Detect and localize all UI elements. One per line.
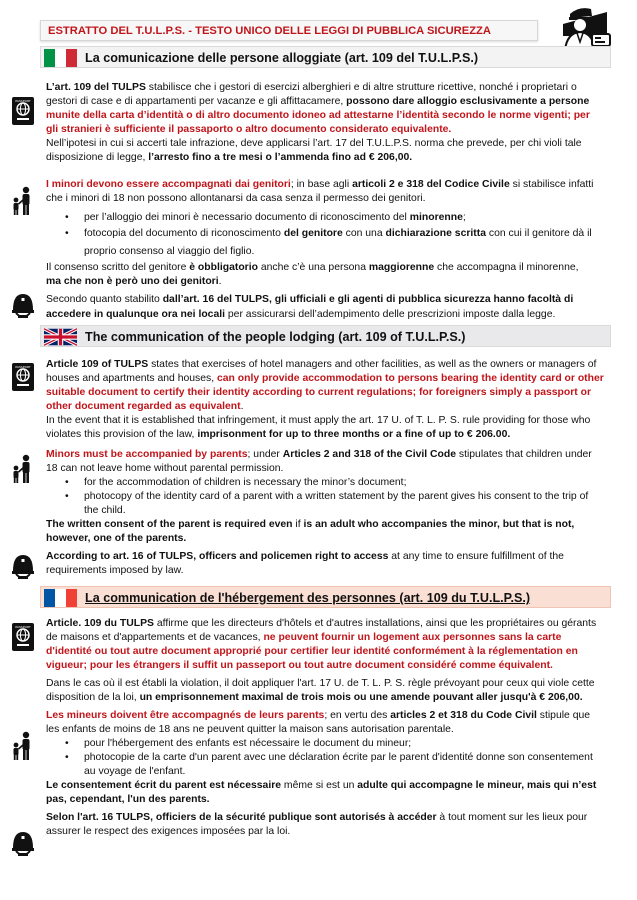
french-paragraph-1: Article. 109 du TULPS affirme que les directeurs d'hôtels et d'autres installations, ainsi que les propriétaires ou gérants de maisons et d'appartements et de vacances, ne peuvent fournir un logement aux personnes sans la carte d'identité ou tout autre document approprié pour certifier leur identité conformément à la réglementation en vigueur; pour les étrangers il suffit un passeport ou tout autre document considéré comme équivalent.	[46, 618, 597, 671]
list-item: • photocopie de la carte d'un parent avec une déclaration écrite par le parent d'identité donne son consentement au voyage de l'enfant.	[46, 751, 604, 779]
english-paragraph-1: Article 109 of TULPS states that exercises of hotel managers and other facilities, as well as the owners or managers of houses and apartments and houses, can only provide accommodation to persons bearing the identity card or other suitable document to certify their identity according to current regulations; for foreigners simply a passport or other document regarded as equivalent.	[46, 359, 604, 412]
italian-paragraph-3: I minori devono essere accompagnati dai genitori; in base agli articoli 2 e 318 del Codice Civile si stabilisce infatti che i minori di 18 non possono allontanarsi da casa senza il permesso dei genitori.	[46, 179, 594, 205]
france-flag-icon	[44, 589, 77, 607]
italian-paragraph-5: Secondo quanto stabilito dall’art. 16 del TULPS, gli ufficiali e gli agenti di pubblica sicurezza hanno facoltà di accedere in qualunque ora nei locali per assicurarsi dell’adempimento delle prescrizioni imposte dalla legge.	[46, 293, 574, 320]
section-header-english	[40, 325, 611, 347]
italian-paragraph-4: Il consenso scritto del genitore è obbligatorio anche c’è una persona maggiorenne che accompagna il minorenne, ma che non è però uno dei genitori.	[46, 262, 579, 288]
svg-text:PASSPORT: PASSPORT	[15, 625, 31, 629]
svg-text:PASSPORT: PASSPORT	[15, 365, 31, 369]
italian-bullet-list	[46, 211, 604, 261]
passport-icon	[10, 362, 36, 392]
section-header-italian	[40, 46, 611, 68]
section-header-french	[40, 586, 611, 608]
police-helmet-icon	[10, 552, 36, 582]
section-title-english: The communication of the people lodging (art. 109 of T.U.L.P.S.)	[85, 330, 466, 344]
english-paragraph-3: Minors must be accompanied by parents; under Articles 2 and 318 of the Civil Code stipulates that children under 18 can not leave home without parental permission.	[46, 449, 592, 475]
italian-paragraph-2: Nell’ipotesi in cui si accerti tale infrazione, deve applicarsi l’art. 17 del T.U.L.P.S. norma che prevede, per chi violi tale disposizione di legge, l’arresto fino a tre mesi o l’ammenda fino ad € 206,00.	[46, 137, 582, 163]
french-paragraph-5: Selon l'art. 16 TULPS, officiers de la sécurité publique sont autorisés à accéder à tout moment sur les lieux pour assurer le respect des exigences imposées par la loi.	[46, 811, 588, 837]
list-item: • pour l'hébergement des enfants est nécessaire le document du mineur;	[46, 737, 604, 751]
list-item: • per l’alloggio dei minori è necessario documento di riconoscimento del minorenne;	[46, 211, 604, 225]
parent-child-icon	[10, 186, 36, 216]
french-paragraph-4: Le consentement écrit du parent est nécessaire même si est un adulte qui accompagne le mineur, mais qui n’est pas, cependant, l'un des parents.	[46, 779, 597, 805]
italian-paragraph-1: L’art. 109 del TULPS stabilisce che i gestori di esercizi alberghieri e di altre strutture ricettive, nonché i proprietari o gestori di case e di appartamenti per vacanze e gli affittacamere, possono dare alloggio esclusivamente a persone munite della carta d’identità o di altro documento idoneo ad attestarne l’identità secondo le norme vigenti; per gli stranieri è sufficiente il passaporto o altro documento considerato equivalente.	[46, 82, 590, 135]
passport-icon	[10, 622, 36, 652]
parent-child-icon	[10, 454, 36, 484]
parent-child-icon	[10, 731, 36, 761]
section-title-french: La communication de l'hébergement des personnes (art. 109 du T.U.L.P.S.)	[85, 591, 531, 605]
svg-text:PASSPORT: PASSPORT	[15, 99, 31, 103]
french-bullet-list	[46, 737, 604, 779]
section-title-italian: La comunicazione delle persone alloggiate (art. 109 del T.U.L.P.S.)	[85, 51, 479, 65]
italy-flag-icon	[44, 49, 77, 67]
italian-content	[46, 81, 604, 322]
english-bullet-list	[46, 476, 604, 518]
english-paragraph-4: The written consent of the parent is required even if is an adult who accompanies the minor, but that is not, however, one of the parents.	[46, 518, 575, 544]
french-paragraph-3: Les mineurs doivent être accompagnés de leurs parents; en vertu des articles 2 et 318 du Code Civil stipule que les enfants de moins de 18 ans ne peuvent quitter la maison sans autorisation parentale.	[46, 710, 591, 736]
document-title: ESTRATTO DEL T.U.L.P.S. - TESTO UNICO DELLE LEGGI DI PUBBLICA SICUREZZA	[40, 20, 538, 41]
list-item: • for the accommodation of children is necessary the minor’s document;	[46, 476, 604, 490]
list-item: • fotocopia del documento di riconoscimento del genitore con una dichiarazione scritta con cui il genitore dà il proprio consenso al viaggio del figlio.	[46, 225, 604, 261]
uk-flag-icon	[44, 328, 77, 346]
french-paragraph-2: Dans le cas où il est établi la violation, il doit appliquer l'art. 17 U. de T. L. P. S. règle prévoyant pour ceux qui viole cette disposition de la loi, un emprisonnement maximal de trois mois ou une amende pouvant aller jusqu'à € 206,00.	[46, 677, 595, 703]
passport-icon	[10, 96, 36, 126]
english-paragraph-2: In the event that it is established that infringement, it must apply the art. 17 U. of T. L. P. S. rule providing for those who violates this provision of the law, imprisonment for up to three months or a fine of up to € 206.00.	[46, 414, 591, 440]
french-content	[46, 617, 604, 839]
police-helmet-icon	[10, 829, 36, 859]
english-content	[46, 358, 604, 578]
english-paragraph-5: According to art. 16 of TULPS, officers and policemen right to access at any time to ensure fulfillment of the requirements imposed by law.	[46, 550, 564, 576]
police-helmet-icon	[10, 291, 36, 321]
list-item: • photocopy of the identity card of a parent with a written statement by the parent gives his consent to the trip of the child.	[46, 490, 604, 518]
